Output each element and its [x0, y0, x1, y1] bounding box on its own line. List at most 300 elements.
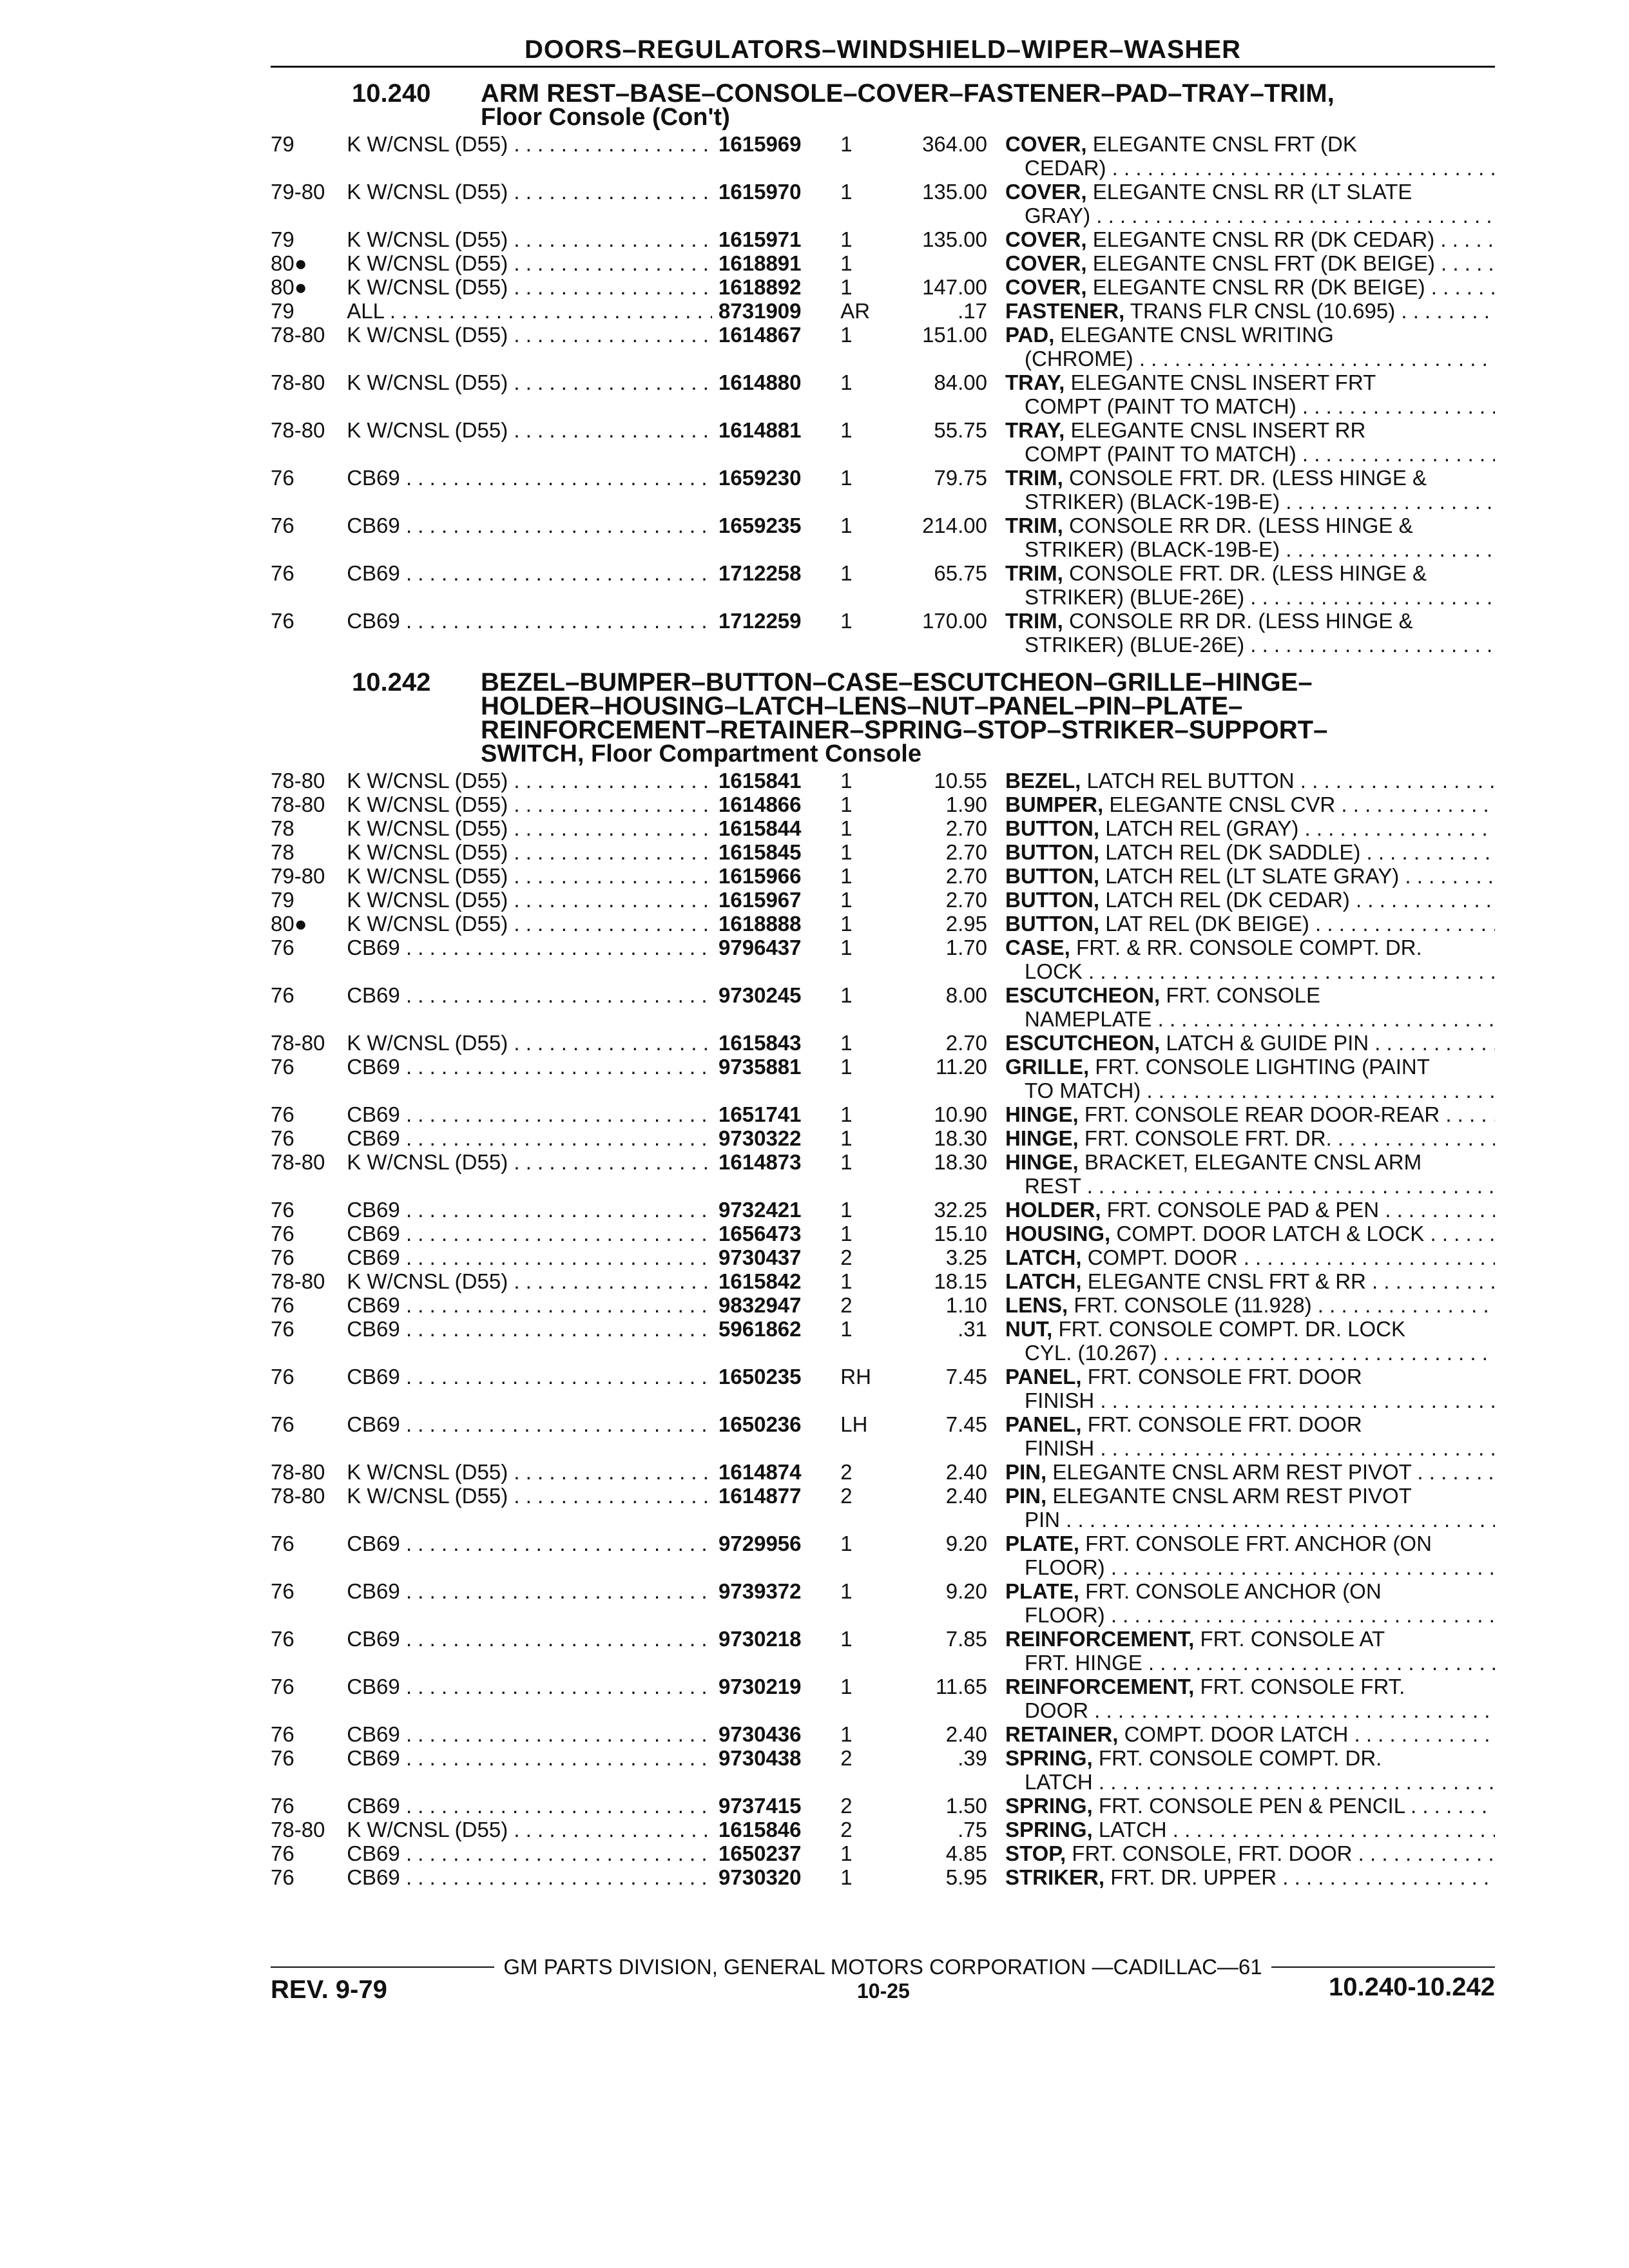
parts-list [271, 132, 1495, 657]
quantity: 1 [840, 1841, 853, 1865]
part-name: COVER, [1005, 275, 1087, 299]
footer-rule-right [1271, 1966, 1495, 1968]
model-code: K W/CNSL (D55) . . . [347, 1031, 712, 1055]
description-text: LOCK . . . [1025, 959, 1495, 983]
part-name: COVER, [1005, 251, 1087, 275]
part-description [1005, 466, 1495, 514]
description-text: CYL. (10.267) . . . [1025, 1341, 1495, 1365]
quantity: 1 [840, 793, 853, 816]
part-description [1005, 1293, 1495, 1317]
part-description [1005, 561, 1495, 609]
part-name: TRIM, [1005, 561, 1063, 585]
sections [271, 79, 1495, 1889]
part-number: 1659230 [718, 466, 802, 490]
list-price: .39 [958, 1746, 987, 1770]
part-row [271, 514, 1495, 561]
model-year: 76 [271, 609, 294, 633]
list-price: 7.45 [945, 1412, 987, 1436]
description-text: FRT. DR. UPPER . . . [1110, 1865, 1495, 1889]
description-text: NAMEPLATE . . . [1025, 1007, 1495, 1031]
part-name: LENS, [1005, 1293, 1068, 1317]
part-description [1005, 1865, 1495, 1889]
model-year: 76 [271, 1532, 294, 1555]
model-code: K W/CNSL (D55) . . . [347, 1818, 712, 1841]
quantity: 1 [840, 418, 853, 442]
description-line [1005, 1579, 1495, 1603]
list-price: 18.30 [934, 1150, 987, 1174]
part-number: 1618891 [718, 251, 802, 275]
part-number: 9730438 [718, 1746, 802, 1770]
model-year: 76 [271, 1317, 294, 1341]
part-name: TRAY, [1005, 418, 1065, 442]
quantity: 1 [840, 466, 853, 490]
part-name: HINGE, [1005, 1102, 1079, 1126]
part-name: PANEL, [1005, 1365, 1082, 1389]
description-line [1005, 418, 1495, 442]
part-description [1005, 299, 1495, 323]
catalog-page [271, 34, 1495, 1889]
part-number: 1614866 [718, 793, 802, 816]
description-text: FRT. CONSOLE PEN & PENCIL . . . . . [1099, 1794, 1495, 1818]
model-year: 76 [271, 1675, 294, 1698]
quantity: 1 [840, 514, 853, 537]
description-line [1005, 1698, 1495, 1722]
part-name: HOLDER, [1005, 1198, 1101, 1222]
model-code: CB69 . . . [347, 1532, 712, 1579]
description-line [1005, 1341, 1495, 1365]
quantity: 1 [840, 1317, 853, 1341]
model-year: 78-80 [271, 769, 325, 793]
part-name: COVER, [1005, 180, 1087, 204]
model-year: 79 [271, 132, 294, 156]
description-line [1005, 466, 1495, 490]
description-text: PIN . . . [1025, 1508, 1495, 1532]
part-description [1005, 912, 1495, 936]
part-number: 9832947 [718, 1293, 802, 1317]
description-text: LAT REL (DK BEIGE) . . . [1105, 912, 1495, 936]
description-line [1005, 1818, 1495, 1841]
model-year: 76 [271, 1055, 294, 1079]
part-row [271, 1532, 1495, 1579]
quantity: 1 [840, 936, 853, 959]
description-text: ELEGANTE CNSL CVR . . . [1109, 793, 1495, 816]
part-name: HOUSING, [1005, 1222, 1111, 1245]
part-row [271, 227, 1495, 251]
description-text: FRT. CONSOLE FRT. DOOR [1087, 1412, 1362, 1436]
part-row [271, 936, 1495, 983]
description-line [1005, 1484, 1495, 1508]
section-title-line: BEZEL–BUMPER–BUTTON–CASE–ESCUTCHEON–GRILLE–HINGE– [481, 668, 1313, 697]
part-name: PIN, [1005, 1460, 1047, 1484]
part-description [1005, 180, 1495, 227]
part-description [1005, 840, 1495, 864]
description-line [1005, 156, 1495, 180]
description-text: STRIKER) (BLACK-19B-E) . . . [1025, 537, 1495, 561]
part-number: 9732421 [718, 1198, 802, 1222]
part-number: 1615842 [718, 1269, 802, 1293]
model-year: 78-80 [271, 1460, 325, 1484]
description-text: CONSOLE RR DR. (LESS HINGE & [1069, 514, 1413, 537]
part-row [271, 1818, 1495, 1841]
description-text: FRT. HINGE . . . [1025, 1651, 1495, 1675]
part-row [271, 418, 1495, 466]
part-name: SPRING, [1005, 1746, 1093, 1770]
part-description [1005, 1841, 1495, 1865]
quantity: 1 [840, 840, 853, 864]
model-year: 80● [271, 912, 307, 936]
part-description [1005, 1627, 1495, 1675]
description-line [1005, 514, 1495, 537]
part-row [271, 769, 1495, 793]
part-row [271, 888, 1495, 912]
part-row [271, 180, 1495, 227]
part-number: 1615843 [718, 1031, 802, 1055]
model-year: 79 [271, 299, 294, 323]
part-number: 1656473 [718, 1222, 802, 1245]
section-number: 10.240 [352, 79, 431, 108]
list-price: 18.15 [934, 1269, 987, 1293]
part-name: TRAY, [1005, 370, 1065, 394]
part-row [271, 466, 1495, 514]
description-line [1005, 1245, 1495, 1269]
description-text: COMPT (PAINT TO MATCH) . . . [1025, 442, 1495, 466]
description-text: FRT. CONSOLE COMPT. DR. [1098, 1746, 1382, 1770]
quantity: 2 [840, 1293, 853, 1317]
part-number: 1618892 [718, 275, 802, 299]
list-price: 10.90 [934, 1102, 987, 1126]
part-row [271, 275, 1495, 299]
description-text: ELEGANTE CNSL FRT (DK [1092, 132, 1357, 156]
part-name: HINGE, [1005, 1150, 1079, 1174]
model-year: 78-80 [271, 1150, 325, 1174]
part-row [271, 1055, 1495, 1102]
model-code: CB69 . . . [347, 1317, 712, 1365]
part-description [1005, 1365, 1495, 1412]
model-code: K W/CNSL (D55) . . . [347, 912, 712, 936]
description-text: ELEGANTE CNSL RR (LT SLATE [1092, 180, 1412, 204]
model-year: 76 [271, 1746, 294, 1770]
page-number: 10-25 [857, 1979, 910, 2003]
model-year: 76 [271, 1412, 294, 1436]
part-number: 1615969 [718, 132, 802, 156]
part-number: 1712258 [718, 561, 802, 585]
quantity: 2 [840, 1460, 853, 1484]
description-line [1005, 1150, 1495, 1174]
model-year: 76 [271, 1126, 294, 1150]
part-number: 9739372 [718, 1579, 802, 1603]
description-line [1005, 275, 1495, 299]
description-line [1005, 490, 1495, 514]
quantity: 1 [840, 769, 853, 793]
description-line [1005, 394, 1495, 418]
model-year: 76 [271, 1841, 294, 1865]
catalog-section [271, 668, 1495, 1889]
part-description [1005, 1794, 1495, 1818]
description-line [1005, 1269, 1495, 1293]
list-price: 55.75 [934, 418, 987, 442]
quantity: 1 [840, 561, 853, 585]
model-year: 78-80 [271, 1818, 325, 1841]
part-description [1005, 132, 1495, 180]
part-row [271, 1841, 1495, 1865]
part-number: 1615971 [718, 227, 802, 251]
part-number: 1615970 [718, 180, 802, 204]
part-number: 1615841 [718, 769, 802, 793]
part-row [271, 1579, 1495, 1627]
description-text: DOOR . . . [1025, 1698, 1495, 1722]
model-year: 76 [271, 1222, 294, 1245]
model-year: 76 [271, 1365, 294, 1389]
part-number: 1659235 [718, 514, 802, 537]
part-description [1005, 275, 1495, 299]
part-name: BUTTON, [1005, 912, 1100, 936]
part-number: 9730219 [718, 1675, 802, 1698]
part-row [271, 1245, 1495, 1269]
part-number: 9730436 [718, 1722, 802, 1746]
description-text: LATCH REL (GRAY) . . . [1105, 816, 1495, 840]
description-line [1005, 912, 1495, 936]
list-price: 2.40 [945, 1484, 987, 1508]
quantity: LH [840, 1412, 868, 1436]
description-line [1005, 840, 1495, 864]
list-price: 1.70 [945, 936, 987, 959]
list-price: 2.70 [945, 888, 987, 912]
description-text: BRACKET, ELEGANTE CNSL ARM [1084, 1150, 1422, 1174]
quantity: 1 [840, 1532, 853, 1555]
model-year: 78-80 [271, 1484, 325, 1508]
description-text: FRT. CONSOLE REAR DOOR-REAR . . . [1084, 1102, 1495, 1126]
model-year: 76 [271, 1102, 294, 1126]
description-text: STRIKER) (BLUE-26E) . . . [1025, 585, 1495, 609]
list-price: 5.95 [945, 1865, 987, 1889]
description-line [1005, 1651, 1495, 1675]
part-name: SPRING, [1005, 1794, 1093, 1818]
part-row [271, 299, 1495, 323]
model-code: K W/CNSL (D55) . . . [347, 227, 712, 251]
part-description [1005, 1150, 1495, 1198]
description-text: ELEGANTE CNSL WRITING [1060, 323, 1334, 347]
description-line [1005, 1627, 1495, 1651]
part-description [1005, 1126, 1495, 1150]
description-text: CONSOLE FRT. DR. (LESS HINGE & [1069, 561, 1427, 585]
part-row [271, 840, 1495, 864]
part-row [271, 1722, 1495, 1746]
description-line [1005, 1794, 1495, 1818]
description-line [1005, 1412, 1495, 1436]
description-line [1005, 983, 1495, 1007]
quantity: 2 [840, 1818, 853, 1841]
section-heading [271, 668, 1495, 767]
part-name: COVER, [1005, 132, 1087, 156]
model-year: 76 [271, 1794, 294, 1818]
model-year: 76 [271, 514, 294, 537]
model-code: CB69 . . . [347, 1627, 712, 1675]
model-code: K W/CNSL (D55) . . . [347, 132, 712, 180]
description-text: FINISH . . . [1025, 1389, 1495, 1412]
section-range: 10.240-10.242 [1328, 1973, 1495, 2001]
part-row [271, 1460, 1495, 1484]
part-number: 9737415 [718, 1794, 802, 1818]
part-row [271, 1317, 1495, 1365]
part-number: 1650235 [718, 1365, 802, 1389]
model-year: 76 [271, 983, 294, 1007]
part-description [1005, 936, 1495, 983]
description-text: FRT. CONSOLE [1166, 983, 1320, 1007]
model-code: CB69 . . . [347, 466, 712, 514]
description-text: ELEGANTE CNSL RR (DK CEDAR) . . . [1093, 227, 1495, 251]
list-price: 135.00 [922, 180, 987, 204]
list-price: 9.20 [945, 1579, 987, 1603]
description-text: GRAY) . . . [1025, 204, 1495, 227]
part-name: SPRING, [1005, 1818, 1093, 1841]
model-year: 76 [271, 1579, 294, 1603]
section-title-line: ARM REST–BASE–CONSOLE–COVER–FASTENER–PAD–TRAY–TRIM, [481, 79, 1335, 108]
model-year: 78-80 [271, 370, 325, 394]
description-line [1005, 1389, 1495, 1412]
part-description [1005, 1818, 1495, 1841]
list-price: 84.00 [934, 370, 987, 394]
list-price: 18.30 [934, 1126, 987, 1150]
part-number: 1615966 [718, 864, 802, 888]
list-price: 2.70 [945, 1031, 987, 1055]
quantity: 1 [840, 1102, 853, 1126]
model-year: 80● [271, 275, 307, 299]
part-number: 9730245 [718, 983, 802, 1007]
part-row [271, 1865, 1495, 1889]
part-description [1005, 514, 1495, 561]
description-line [1005, 1508, 1495, 1532]
model-code: CB69 . . . [347, 1412, 712, 1460]
list-price: .31 [958, 1317, 987, 1341]
model-year: 76 [271, 466, 294, 490]
model-code: CB69 . . . [347, 1245, 712, 1269]
part-row [271, 1412, 1495, 1460]
part-name: BUTTON, [1005, 888, 1100, 912]
list-price: 1.90 [945, 793, 987, 816]
part-row [271, 1150, 1495, 1198]
model-code: CB69 . . . [347, 1055, 712, 1102]
quantity: 1 [840, 251, 853, 275]
list-price: 1.50 [945, 1794, 987, 1818]
part-name: REINFORCEMENT, [1005, 1627, 1195, 1651]
part-description [1005, 323, 1495, 370]
part-number: 1650237 [718, 1841, 802, 1865]
description-line [1005, 1126, 1495, 1150]
description-line [1005, 1365, 1495, 1389]
description-line [1005, 323, 1495, 347]
description-line [1005, 888, 1495, 912]
model-year: 76 [271, 1865, 294, 1889]
quantity: 1 [840, 864, 853, 888]
section-title [481, 668, 1495, 767]
model-code: K W/CNSL (D55) . . . [347, 180, 712, 227]
description-text: FINISH . . . [1025, 1436, 1495, 1460]
model-year: 80● [271, 251, 307, 275]
part-number: 5961862 [718, 1317, 802, 1341]
model-year: 76 [271, 1722, 294, 1746]
section-title-line: REINFORCEMENT–RETAINER–SPRING–STOP–STRIKER–SUPPORT– [481, 716, 1328, 744]
model-code: K W/CNSL (D55) . . . [347, 1150, 712, 1198]
list-price: 2.95 [945, 912, 987, 936]
description-text: ELEGANTE CNSL FRT (DK BEIGE) . . . [1093, 251, 1495, 275]
part-description [1005, 609, 1495, 657]
description-text: LATCH REL (DK CEDAR) . . . [1105, 888, 1495, 912]
section-title [481, 79, 1495, 131]
model-code: ALL . . . [347, 299, 712, 323]
part-name: BUTTON, [1005, 816, 1100, 840]
part-row [271, 1198, 1495, 1222]
part-row [271, 1365, 1495, 1412]
description-line [1005, 936, 1495, 959]
model-year: 76 [271, 1245, 294, 1269]
description-line [1005, 251, 1495, 275]
part-description [1005, 1484, 1495, 1532]
part-name: LATCH, [1005, 1245, 1082, 1269]
part-description [1005, 864, 1495, 888]
part-description [1005, 1222, 1495, 1245]
description-line [1005, 609, 1495, 633]
list-price: 79.75 [934, 466, 987, 490]
description-text: FRT. & RR. CONSOLE COMPT. DR. [1076, 936, 1422, 959]
description-line [1005, 180, 1495, 204]
part-description [1005, 370, 1495, 418]
part-name: LATCH, [1005, 1269, 1082, 1293]
part-row [271, 370, 1495, 418]
quantity: AR [840, 299, 871, 323]
model-year: 78-80 [271, 418, 325, 442]
part-description [1005, 251, 1495, 275]
part-number: 9735881 [718, 1055, 802, 1079]
quantity: 1 [840, 1126, 853, 1150]
description-text: CEDAR) . . . [1025, 156, 1495, 180]
model-code: CB69 . . . [347, 1222, 712, 1245]
quantity: 1 [840, 370, 853, 394]
quantity: 1 [840, 888, 853, 912]
description-line [1005, 347, 1495, 370]
quantity: 1 [840, 1865, 853, 1889]
quantity: 1 [840, 1222, 853, 1245]
section-heading [271, 79, 1495, 131]
quantity: 1 [840, 983, 853, 1007]
list-price: 8.00 [945, 983, 987, 1007]
description-text: (CHROME) . . . [1025, 347, 1495, 370]
part-number: 1614881 [718, 418, 802, 442]
list-price: 7.85 [945, 1627, 987, 1651]
description-text: ELEGANTE CNSL FRT & RR . . . [1088, 1269, 1495, 1293]
description-text: LATCH . . . [1099, 1818, 1495, 1841]
description-line [1005, 204, 1495, 227]
description-text: FRT. CONSOLE LIGHTING (PAINT [1095, 1055, 1430, 1079]
model-code: CB69 . . . [347, 1579, 712, 1627]
part-description [1005, 1198, 1495, 1222]
description-line [1005, 227, 1495, 251]
description-text: FRT. CONSOLE, FRT. DOOR . . . [1072, 1841, 1495, 1865]
description-text: STRIKER) (BLUE-26E) . . . [1025, 633, 1495, 657]
part-description [1005, 1532, 1495, 1579]
description-line [1005, 1532, 1495, 1555]
part-number: 1615844 [718, 816, 802, 840]
quantity: 1 [840, 323, 853, 347]
footer-bottom [271, 1972, 1495, 2004]
model-year: 78 [271, 840, 294, 864]
part-description [1005, 888, 1495, 912]
quantity: 1 [840, 1031, 853, 1055]
description-line [1005, 816, 1495, 840]
description-text: COMPT (PAINT TO MATCH) . . . [1025, 394, 1495, 418]
part-name: BUTTON, [1005, 840, 1100, 864]
part-row [271, 793, 1495, 816]
part-row [271, 132, 1495, 180]
